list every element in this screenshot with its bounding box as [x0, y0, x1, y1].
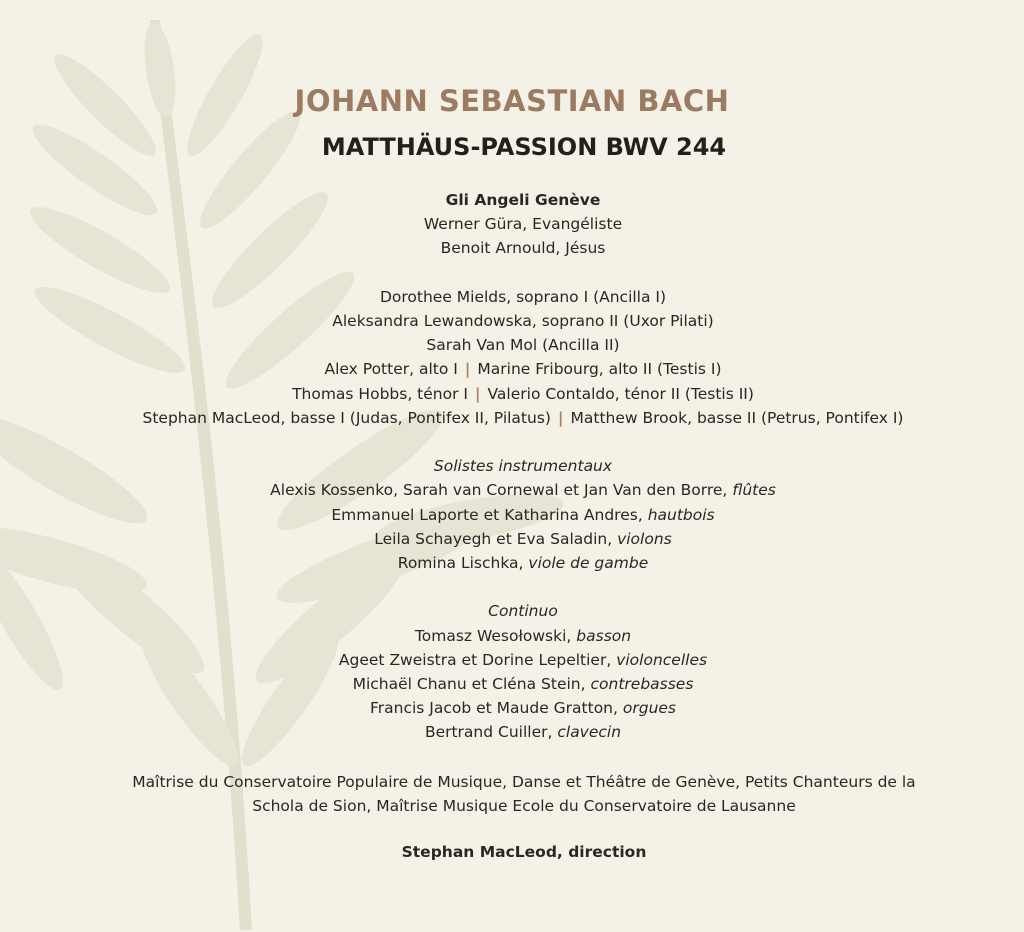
continuo-line — [0, 624, 1024, 648]
choirs-line: Schola de Sion, Maîtrise Musique Ecole du Conservatoire de Lausanne — [252, 797, 796, 816]
continuo-line — [0, 648, 1024, 672]
performer-names: Francis Jacob et Maude Gratton, — [369, 699, 618, 718]
soloist-line: Aleksandra Lewandowska, soprano II (Uxor Pilati) — [332, 312, 714, 330]
soloist-name: Thomas Hobbs, ténor I — [292, 384, 468, 403]
soloist-name: Alex Potter, alto I — [324, 360, 458, 379]
instrument: basson — [576, 626, 632, 645]
jesus-line: Benoit Arnould, Jésus — [440, 239, 606, 258]
instrumental-line — [0, 551, 1024, 575]
soloist-line — [0, 357, 1024, 381]
work-title: MATTHÄUS-PASSION BWV 244 — [321, 133, 727, 161]
separator: | — [557, 408, 564, 427]
soloist-line — [0, 382, 1024, 406]
instrument: violons — [617, 529, 672, 548]
instrument: orgues — [622, 699, 677, 718]
composer-title: JOHANN SEBASTIAN BACH — [294, 84, 730, 118]
separator: | — [474, 384, 481, 403]
instrument: hautbois — [647, 505, 715, 524]
evangelist-line: Werner Güra, Evangéliste — [423, 215, 623, 234]
performer-list — [0, 188, 1024, 745]
soloist-line: Sarah Van Mol (Ancilla II) — [426, 336, 620, 355]
continuo-line — [0, 672, 1024, 696]
soloist-name: Marine Fribourg, alto II (Testis I) — [477, 360, 722, 379]
choirs-line: Maîtrise du Conservatoire Populaire de Musique, Danse et Théâtre de Genève, Petits Chanteurs de la — [132, 773, 916, 791]
choirs-block — [0, 770, 1024, 818]
separator: | — [464, 360, 471, 379]
soloist-line — [0, 406, 1024, 430]
soloist-name: Stephan MacLeod, basse I (Judas, Pontifex II, Pilatus) — [142, 408, 551, 427]
soloist-name: Valerio Contaldo, ténor II (Testis II) — [487, 384, 754, 403]
performer-names: Tomasz Wesołowski, — [414, 626, 572, 645]
continuo-heading: Continuo — [488, 602, 558, 621]
performer-names: Alexis Kossenko, Sarah van Cornewal et Jan Van den Borre, — [270, 481, 728, 500]
instrumental-line — [0, 527, 1024, 551]
continuo-line — [0, 696, 1024, 720]
instrumental-heading: Solistes instrumentaux — [433, 457, 613, 476]
conductor-line: Stephan MacLeod, direction — [401, 843, 647, 861]
continuo-line — [0, 720, 1024, 744]
performer-names: Emmanuel Laporte et Katharina Andres, — [331, 505, 643, 524]
instrumental-line — [0, 503, 1024, 527]
instrument: flûtes — [732, 481, 776, 500]
performer-names: Ageet Zweistra et Dorine Lepeltier, — [338, 650, 612, 669]
instrumental-line — [0, 478, 1024, 502]
instrument: clavecin — [557, 723, 622, 742]
soloist-name: Matthew Brook, basse II (Petrus, Pontifex I) — [570, 408, 904, 427]
performer-names: Romina Lischka, — [397, 554, 524, 573]
instrument: viole de gambe — [528, 554, 649, 573]
performer-names: Michaël Chanu et Cléna Stein, — [352, 675, 586, 694]
performer-names: Leila Schayegh et Eva Saladin, — [374, 529, 613, 548]
instrument: violoncelles — [616, 650, 708, 669]
soloist-line: Dorothee Mields, soprano I (Ancilla I) — [379, 287, 667, 306]
ensemble-name: Gli Angeli Genève — [445, 191, 601, 209]
instrument: contrebasses — [590, 675, 694, 694]
performer-names: Bertrand Cuiller, — [424, 723, 553, 742]
